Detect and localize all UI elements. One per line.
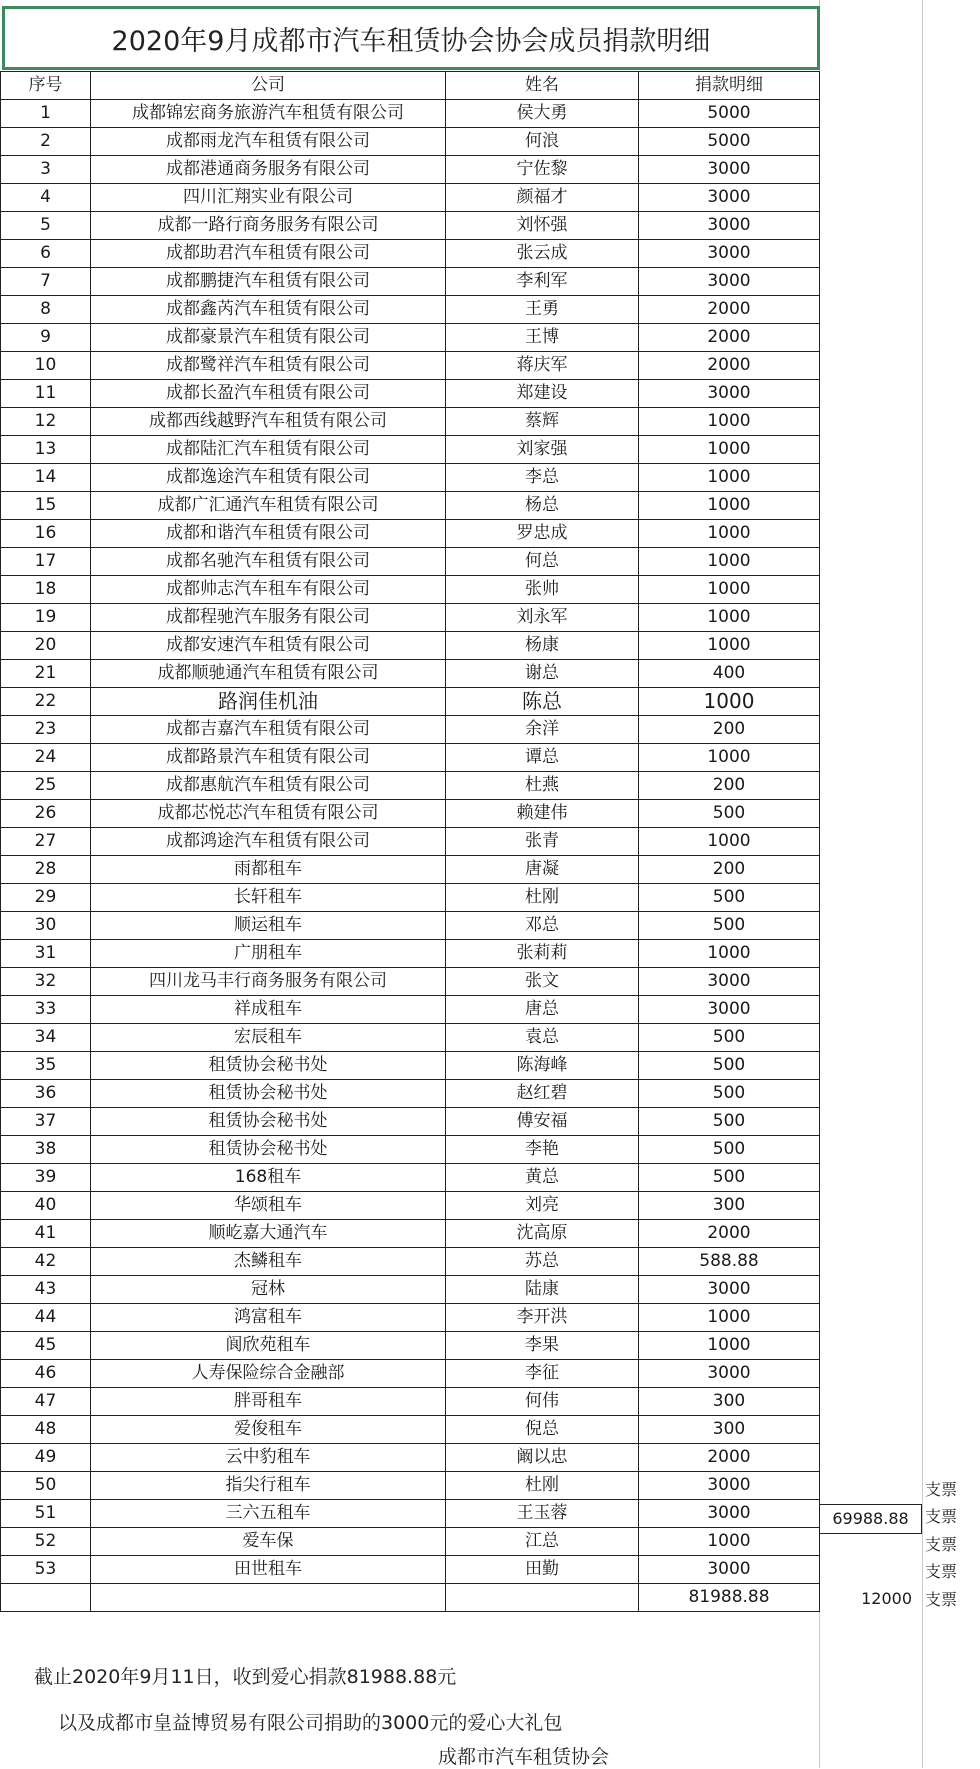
company-cell[interactable]: 成都助君汽车租赁有限公司 [91,240,446,268]
name-cell[interactable]: 赖建伟 [446,800,639,828]
name-cell[interactable]: 田勤 [446,1556,639,1584]
row-index[interactable]: 50 [1,1472,91,1500]
row-index[interactable]: 9 [1,324,91,352]
name-cell[interactable]: 傅安福 [446,1108,639,1136]
row-index[interactable]: 3 [1,156,91,184]
name-cell[interactable]: 刘怀强 [446,212,639,240]
name-cell[interactable]: 侯大勇 [446,100,639,128]
name-cell[interactable]: 李利军 [446,268,639,296]
name-cell[interactable]: 蔡辉 [446,408,639,436]
name-cell[interactable]: 何总 [446,548,639,576]
table-row [1,800,820,828]
name-cell[interactable]: 刘亮 [446,1192,639,1220]
company-cell[interactable]: 成都广汇通汽车租赁有限公司 [91,492,446,520]
name-cell[interactable]: 王博 [446,324,639,352]
table-row [1,604,820,632]
company-cell[interactable]: 顺屹嘉大通汽车 [91,1220,446,1248]
row-index[interactable]: 16 [1,520,91,548]
subtotal-cell[interactable]: 69988.88 [819,1504,922,1534]
row-index[interactable]: 15 [1,492,91,520]
table-row [1,1276,820,1304]
cheque-total-cell[interactable]: 12000 [861,1589,912,1608]
row-index[interactable]: 41 [1,1220,91,1248]
name-cell[interactable]: 袁总 [446,1024,639,1052]
table-row [1,744,820,772]
company-cell[interactable]: 成都一路行商务服务有限公司 [91,212,446,240]
company-cell[interactable]: 鸿富租车 [91,1304,446,1332]
row-index[interactable]: 25 [1,772,91,800]
row-index[interactable]: 45 [1,1332,91,1360]
row-index[interactable]: 36 [1,1080,91,1108]
table-row [1,1416,820,1444]
name-cell[interactable]: 江总 [446,1528,639,1556]
table-row [1,1556,820,1584]
name-cell[interactable]: 何伟 [446,1388,639,1416]
company-cell[interactable]: 四川汇翔实业有限公司 [91,184,446,212]
amount-cell[interactable]: 3000 [639,1556,820,1584]
row-index[interactable]: 6 [1,240,91,268]
name-cell[interactable]: 杜刚 [446,884,639,912]
amount-cell[interactable]: 3000 [639,240,820,268]
table-row [1,632,820,660]
name-cell[interactable]: 沈高原 [446,1220,639,1248]
company-cell[interactable]: 成都鸿途汽车租赁有限公司 [91,828,446,856]
name-cell[interactable]: 刘永军 [446,604,639,632]
amount-cell[interactable]: 5000 [639,128,820,156]
company-cell[interactable]: 成都港通商务服务有限公司 [91,156,446,184]
name-cell[interactable]: 余洋 [446,716,639,744]
amount-cell[interactable]: 1000 [639,1304,820,1332]
company-cell[interactable]: 三六五租车 [91,1500,446,1528]
row-index[interactable]: 23 [1,716,91,744]
amount-cell[interactable]: 1000 [639,408,820,436]
amount-cell[interactable]: 500 [639,912,820,940]
amount-cell[interactable]: 300 [639,1416,820,1444]
name-cell[interactable]: 谢总 [446,660,639,688]
row-index[interactable]: 18 [1,576,91,604]
amount-cell[interactable]: 3000 [639,1276,820,1304]
name-cell[interactable]: 王勇 [446,296,639,324]
name-cell[interactable]: 杜燕 [446,772,639,800]
row-index[interactable]: 38 [1,1136,91,1164]
amount-cell[interactable]: 500 [639,1164,820,1192]
amount-cell[interactable]: 3000 [639,212,820,240]
amount-cell[interactable]: 1000 [639,548,820,576]
name-cell[interactable]: 黄总 [446,1164,639,1192]
table-row [1,324,820,352]
header-row [1,72,820,100]
row-index[interactable]: 48 [1,1416,91,1444]
company-cell[interactable]: 成都吉嘉汽车租赁有限公司 [91,716,446,744]
company-cell[interactable]: 路润佳机油 [91,688,446,716]
company-cell[interactable]: 祥成租车 [91,996,446,1024]
table-row [1,1444,820,1472]
company-cell[interactable]: 成都程驰汽车服务有限公司 [91,604,446,632]
table-row [1,996,820,1024]
name-cell[interactable]: 杨总 [446,492,639,520]
company-cell[interactable]: 田世租车 [91,1556,446,1584]
company-cell[interactable]: 成都鹭祥汽车租赁有限公司 [91,352,446,380]
amount-cell[interactable]: 3000 [639,996,820,1024]
table-row [1,1024,820,1052]
amount-cell[interactable]: 3000 [639,156,820,184]
name-cell[interactable]: 邓总 [446,912,639,940]
table-row [1,772,820,800]
name-cell[interactable]: 陈总 [446,688,639,716]
grid-line [922,0,923,1768]
table-row [1,156,820,184]
company-cell[interactable]: 成都惠航汽车租赁有限公司 [91,772,446,800]
row-index[interactable]: 17 [1,548,91,576]
header-name[interactable]: 姓名 [446,72,639,100]
row-index[interactable]: 8 [1,296,91,324]
row-index[interactable]: 14 [1,464,91,492]
amount-cell[interactable]: 2000 [639,324,820,352]
name-cell[interactable]: 郑建设 [446,380,639,408]
header-amount[interactable]: 捐款明细 [639,72,820,100]
amount-cell[interactable]: 1000 [639,632,820,660]
company-cell[interactable]: 租赁协会秘书处 [91,1052,446,1080]
cheque-label: 支票 [925,1480,958,1499]
row-index[interactable]: 13 [1,436,91,464]
amount-cell[interactable]: 1000 [639,744,820,772]
name-cell[interactable]: 陈海峰 [446,1052,639,1080]
table-row [1,660,820,688]
amount-cell[interactable]: 200 [639,772,820,800]
company-cell[interactable]: 成都长盈汽车租赁有限公司 [91,380,446,408]
row-index[interactable]: 39 [1,1164,91,1192]
name-cell[interactable]: 杜刚 [446,1472,639,1500]
row-index[interactable]: 46 [1,1360,91,1388]
company-cell[interactable]: 成都鹏捷汽车租赁有限公司 [91,268,446,296]
row-index[interactable]: 52 [1,1528,91,1556]
row-index[interactable]: 40 [1,1192,91,1220]
row-index[interactable]: 12 [1,408,91,436]
table-row [1,1528,820,1556]
header-index[interactable]: 序号 [1,72,91,100]
name-cell[interactable]: 赵红碧 [446,1080,639,1108]
company-cell[interactable]: 指尖行租车 [91,1472,446,1500]
table-row [1,464,820,492]
company-cell[interactable]: 成都西线越野汽车租赁有限公司 [91,408,446,436]
amount-cell[interactable]: 500 [639,1108,820,1136]
name-cell[interactable]: 唐总 [446,996,639,1024]
row-index[interactable]: 21 [1,660,91,688]
table-row [1,1220,820,1248]
name-cell[interactable]: 陆康 [446,1276,639,1304]
amount-cell[interactable]: 500 [639,884,820,912]
amount-cell[interactable]: 500 [639,1024,820,1052]
name-cell[interactable]: 张文 [446,968,639,996]
table-row [1,884,820,912]
row-index[interactable]: 7 [1,268,91,296]
company-cell[interactable]: 成都豪景汽车租赁有限公司 [91,324,446,352]
company-cell[interactable]: 成都鑫芮汽车租赁有限公司 [91,296,446,324]
row-index[interactable]: 24 [1,744,91,772]
company-cell[interactable]: 杰鳞租车 [91,1248,446,1276]
company-cell[interactable]: 成都陆汇汽车租赁有限公司 [91,436,446,464]
table-row [1,1304,820,1332]
company-cell[interactable]: 云中豹租车 [91,1444,446,1472]
company-cell[interactable]: 宏辰租车 [91,1024,446,1052]
name-cell[interactable] [446,1584,639,1612]
name-cell[interactable]: 李开洪 [446,1304,639,1332]
name-cell[interactable]: 倪总 [446,1416,639,1444]
table-row [1,1136,820,1164]
company-cell[interactable]: 成都逸途汽车租赁有限公司 [91,464,446,492]
row-index[interactable]: 22 [1,688,91,716]
cheque-label: 支票 [925,1589,958,1609]
amount-cell[interactable]: 500 [639,800,820,828]
table-row [1,1164,820,1192]
amount-cell[interactable]: 2000 [639,1220,820,1248]
row-index[interactable]: 30 [1,912,91,940]
row-index[interactable]: 53 [1,1556,91,1584]
table-row [1,716,820,744]
sheet-title: 2020年9月成都市汽车租赁协会协会成员捐款明细 [2,6,820,70]
company-cell[interactable]: 成都安速汽车租赁有限公司 [91,632,446,660]
row-index[interactable]: 10 [1,352,91,380]
row-index[interactable]: 2 [1,128,91,156]
row-index[interactable]: 32 [1,968,91,996]
name-cell[interactable]: 阚以忠 [446,1444,639,1472]
name-cell[interactable]: 王玉蓉 [446,1500,639,1528]
name-cell[interactable]: 张莉莉 [446,940,639,968]
table-row [1,1472,820,1500]
name-cell[interactable]: 张云成 [446,240,639,268]
amount-cell[interactable]: 3000 [639,184,820,212]
amount-cell[interactable]: 1000 [639,828,820,856]
name-cell[interactable]: 李征 [446,1360,639,1388]
name-cell[interactable]: 谭总 [446,744,639,772]
company-cell[interactable]: 冠林 [91,1276,446,1304]
table-row [1,492,820,520]
company-cell[interactable]: 成都帅志汽车租车有限公司 [91,576,446,604]
company-cell[interactable]: 顺运租车 [91,912,446,940]
amount-cell[interactable]: 588.88 [639,1248,820,1276]
table-row [1,128,820,156]
table-row [1,268,820,296]
table-row [1,1388,820,1416]
amount-cell[interactable]: 200 [639,856,820,884]
table-row [1,380,820,408]
amount-cell[interactable]: 1000 [639,464,820,492]
row-index[interactable]: 42 [1,1248,91,1276]
table-row [1,548,820,576]
name-cell[interactable]: 罗忠成 [446,520,639,548]
company-cell[interactable]: 168租车 [91,1164,446,1192]
row-index[interactable]: 11 [1,380,91,408]
company-cell[interactable]: 成都芯悦芯汽车租赁有限公司 [91,800,446,828]
amount-cell[interactable]: 1000 [639,604,820,632]
table-row [1,856,820,884]
amount-cell[interactable]: 300 [639,1388,820,1416]
name-cell[interactable]: 李总 [446,464,639,492]
total-row [1,1584,820,1612]
footer-signature: 成都市汽车租赁协会 [438,1746,610,1768]
amount-cell[interactable]: 300 [639,1192,820,1220]
row-index[interactable]: 35 [1,1052,91,1080]
company-cell[interactable]: 广朋租车 [91,940,446,968]
amount-cell[interactable]: 1000 [639,492,820,520]
row-index[interactable]: 51 [1,1500,91,1528]
amount-cell[interactable]: 3000 [639,268,820,296]
table-row [1,296,820,324]
company-cell[interactable]: 胖哥租车 [91,1388,446,1416]
row-index[interactable]: 31 [1,940,91,968]
amount-cell[interactable]: 400 [639,660,820,688]
company-cell[interactable]: 长轩租车 [91,884,446,912]
donation-table [0,71,820,1612]
company-cell[interactable]: 成都和谐汽车租赁有限公司 [91,520,446,548]
table-row [1,1080,820,1108]
table-row [1,100,820,128]
company-cell[interactable]: 租赁协会秘书处 [91,1080,446,1108]
company-cell[interactable]: 人寿保险综合金融部 [91,1360,446,1388]
amount-cell[interactable]: 1000 [639,688,820,716]
amount-cell[interactable]: 1000 [639,436,820,464]
company-cell[interactable]: 爱俊租车 [91,1416,446,1444]
amount-cell[interactable]: 3000 [639,1472,820,1500]
row-index[interactable]: 5 [1,212,91,240]
header-company[interactable]: 公司 [91,72,446,100]
row-index[interactable]: 43 [1,1276,91,1304]
table-row [1,912,820,940]
row-index[interactable]: 28 [1,856,91,884]
amount-cell[interactable]: 3000 [639,968,820,996]
table-row [1,576,820,604]
amount-cell[interactable]: 3000 [639,380,820,408]
name-cell[interactable]: 李果 [446,1332,639,1360]
name-cell[interactable]: 唐凝 [446,856,639,884]
table-row [1,968,820,996]
amount-cell[interactable]: 2000 [639,1444,820,1472]
company-cell[interactable]: 成都顺驰通汽车租赁有限公司 [91,660,446,688]
row-index[interactable]: 1 [1,100,91,128]
amount-cell[interactable]: 200 [639,716,820,744]
table-row [1,688,820,716]
company-cell[interactable]: 成都雨龙汽车租赁有限公司 [91,128,446,156]
row-index[interactable]: 26 [1,800,91,828]
amount-cell[interactable]: 1000 [639,1528,820,1556]
company-cell[interactable]: 租赁协会秘书处 [91,1108,446,1136]
amount-cell[interactable]: 1000 [639,1332,820,1360]
footer-line-1: 截止2020年9月11日，收到爱心捐款81988.88元 [34,1666,457,1688]
row-index[interactable] [1,1584,91,1612]
table-row [1,1248,820,1276]
table-row [1,1108,820,1136]
table-row [1,828,820,856]
amount-cell[interactable]: 1000 [639,520,820,548]
amount-cell[interactable]: 1000 [639,576,820,604]
table-row [1,408,820,436]
amount-cell[interactable]: 81988.88 [639,1584,820,1612]
amount-cell[interactable]: 5000 [639,100,820,128]
company-cell[interactable]: 四川龙马丰行商务服务有限公司 [91,968,446,996]
company-cell[interactable]: 爱车保 [91,1528,446,1556]
table-row [1,352,820,380]
table-row [1,1192,820,1220]
table-row [1,1052,820,1080]
row-index[interactable]: 19 [1,604,91,632]
row-index[interactable]: 44 [1,1304,91,1332]
row-index[interactable]: 29 [1,884,91,912]
amount-cell[interactable]: 500 [639,1052,820,1080]
row-index[interactable]: 27 [1,828,91,856]
company-cell[interactable]: 租赁协会秘书处 [91,1136,446,1164]
company-cell[interactable] [91,1584,446,1612]
row-index[interactable]: 34 [1,1024,91,1052]
amount-cell[interactable]: 500 [639,1080,820,1108]
row-index[interactable]: 20 [1,632,91,660]
table-row [1,212,820,240]
name-cell[interactable]: 张帅 [446,576,639,604]
table-row [1,1332,820,1360]
amount-cell[interactable]: 2000 [639,296,820,324]
row-index[interactable]: 4 [1,184,91,212]
cheque-label: 支票 [925,1562,958,1582]
row-index[interactable]: 33 [1,996,91,1024]
cheque-label: 支票 [925,1507,958,1527]
footer-line-2: 以及成都市皇益博贸易有限公司捐助的3000元的爱心大礼包 [58,1712,563,1734]
table-row [1,520,820,548]
name-cell[interactable]: 杨康 [446,632,639,660]
cheque-label: 支票 [925,1534,958,1554]
name-cell[interactable]: 李艳 [446,1136,639,1164]
company-cell[interactable]: 华颂租车 [91,1192,446,1220]
company-cell[interactable]: 阆欣苑租车 [91,1332,446,1360]
amount-cell[interactable]: 3000 [639,1500,820,1528]
amount-cell[interactable]: 2000 [639,352,820,380]
table-row [1,184,820,212]
company-cell[interactable]: 成都名驰汽车租赁有限公司 [91,548,446,576]
table-row [1,436,820,464]
table-row [1,1500,820,1528]
name-cell[interactable]: 张青 [446,828,639,856]
name-cell[interactable]: 宁佐黎 [446,156,639,184]
name-cell[interactable]: 颜福才 [446,184,639,212]
row-index[interactable]: 37 [1,1108,91,1136]
company-cell[interactable]: 成都路景汽车租赁有限公司 [91,744,446,772]
amount-cell[interactable]: 3000 [639,1360,820,1388]
table-row [1,940,820,968]
company-cell[interactable]: 成都锦宏商务旅游汽车租赁有限公司 [91,100,446,128]
row-index[interactable]: 49 [1,1444,91,1472]
table-row [1,1360,820,1388]
table-row [1,240,820,268]
name-cell[interactable]: 刘家强 [446,436,639,464]
row-index[interactable]: 47 [1,1388,91,1416]
name-cell[interactable]: 蒋庆军 [446,352,639,380]
amount-cell[interactable]: 500 [639,1136,820,1164]
name-cell[interactable]: 苏总 [446,1248,639,1276]
table-body [1,72,820,1612]
amount-cell[interactable]: 1000 [639,940,820,968]
name-cell[interactable]: 何浪 [446,128,639,156]
company-cell[interactable]: 雨都租车 [91,856,446,884]
